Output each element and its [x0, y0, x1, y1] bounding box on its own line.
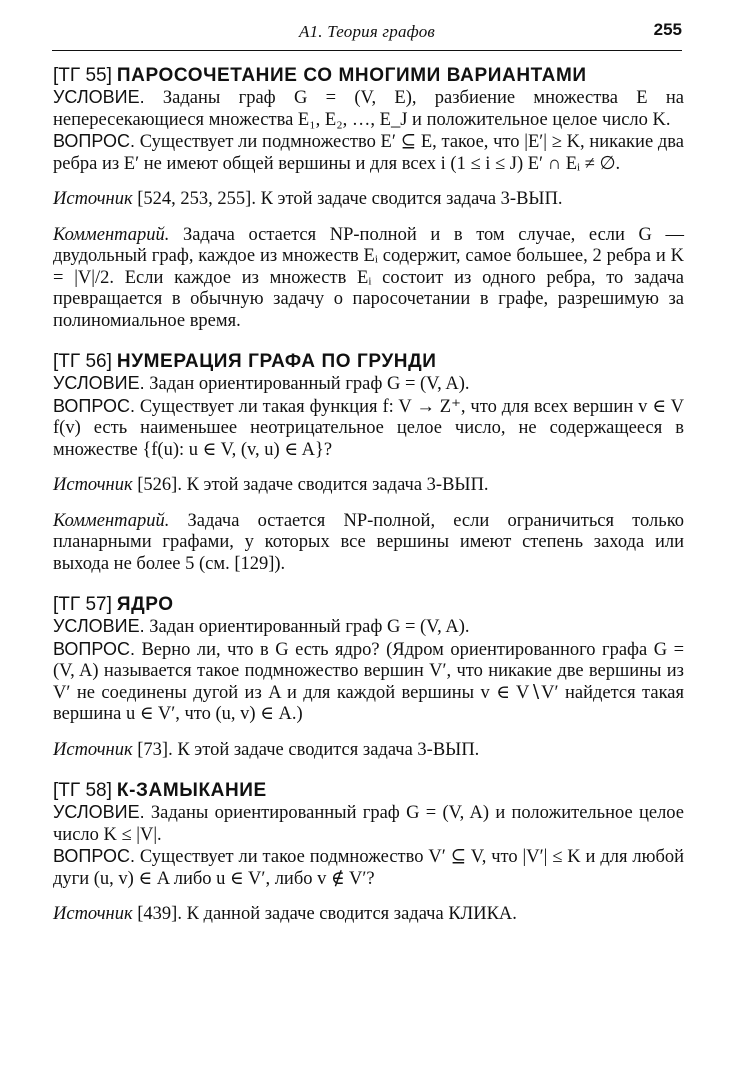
condition-paragraph: [53, 802, 684, 846]
source-label: Источник: [53, 475, 133, 495]
question-label: ВОПРОС.: [53, 638, 135, 659]
running-title: А1. Теория графов: [299, 22, 435, 41]
comment-label: Комментарий.: [53, 224, 170, 245]
condition-label: УСЛОВИЕ.: [53, 616, 145, 636]
problem-title: НУМЕРАЦИЯ ГРАФА ПО ГРУНДИ: [116, 351, 437, 372]
source-text: [439]. К данной задаче сводится задача КЛИКА.: [137, 904, 517, 924]
page-content: [53, 64, 684, 926]
problem-entry-58: [53, 779, 684, 926]
comment-label: Комментарий.: [53, 510, 170, 531]
condition-text: Задан ориентированный граф G = (V, A).: [149, 617, 470, 637]
problem-code: [ТГ 55]: [53, 65, 112, 86]
question-text: Существует ли такое подмножество V′ ⊆ V, что |V′| ≤ K и для любой дуги (u, v) ∈ A либо u ∈ V′, либо v ∉ V′?: [53, 847, 685, 889]
source-paragraph: [53, 189, 684, 211]
comment-paragraph: [53, 225, 684, 333]
question-paragraph: [53, 846, 684, 890]
problem-code: [ТГ 58]: [53, 780, 112, 801]
question-text: Существует ли подмножество E′ ⊆ E, такое, что |E′| ≥ K, никакие два ребра из E′ не имеют общей вершины и для всех i (1 ≤ i ≤ J) E′ ∩ Eᵢ ≠ ∅.: [53, 132, 684, 174]
problem-entry-56: [53, 350, 684, 575]
source-paragraph: [53, 904, 684, 926]
condition-paragraph: [53, 616, 684, 639]
question-label: ВОПРОС.: [53, 395, 135, 416]
condition-text: Заданы граф G = (V, E), разбиение множества E на непересекающиеся множества E₁, E₂, …, E_J и положительное целое число K.: [53, 88, 684, 130]
source-paragraph: [53, 740, 684, 762]
condition-label: УСЛОВИЕ.: [53, 373, 145, 393]
problem-title: ПАРОСОЧЕТАНИЕ СО МНОГИМИ ВАРИАНТАМИ: [116, 65, 587, 86]
condition-label: УСЛОВИЕ.: [53, 802, 145, 822]
condition-paragraph: [53, 87, 684, 131]
problem-code: [ТГ 56]: [53, 351, 112, 372]
comment-paragraph: [53, 511, 684, 576]
source-text: [524, 253, 255]. К этой задаче сводится задача 3-ВЫП.: [137, 189, 563, 209]
question-paragraph: [53, 131, 684, 175]
source-label: Источник: [53, 189, 133, 209]
source-text: [526]. К этой задаче сводится задача 3-ВЫП.: [137, 475, 489, 495]
question-paragraph: [53, 396, 684, 462]
problem-entry-57: [53, 593, 684, 761]
problem-heading: [53, 350, 684, 373]
problem-entry-55: [53, 64, 684, 332]
problem-heading: [53, 593, 684, 616]
source-label: Источник: [53, 739, 133, 760]
question-text: Верно ли, что в G есть ядро? (Ядром ориентированного графа G = (V, A) называется такое подмножество вершин V′, что никакие две вершины из V′ не соединены дугой из A и для каждой вершины v ∈ V∖V′ найдется такая вершина u ∈ V′, что (u, v) ∈ A.): [53, 639, 685, 724]
problem-title: ЯДРО: [116, 594, 174, 615]
condition-label: УСЛОВИЕ.: [53, 87, 145, 107]
question-paragraph: [53, 639, 684, 726]
question-text: Существует ли такая функция f: V → Z⁺, что для всех вершин v ∈ V f(v) есть наименьшее неотрицательное целое число, не содержащееся в множестве {f(u): u ∈ V, (v, u) ∈ A}?: [53, 396, 685, 460]
comment-text: Задача остается NP-полной и в том случае, если G — двудольный граф, каждое из множеств Eᵢ содержит, самое большее, 2 ребра и K = |V|/2. Если каждое из множеств Eᵢ состоит из одного ребра, то задача превращается в обычную задачу о паросочетании в графе, разрешимую за полиномиальное время.: [53, 224, 684, 331]
condition-text: Задан ориентированный граф G = (V, A).: [149, 374, 470, 394]
question-label: ВОПРОС.: [53, 131, 135, 151]
running-header: [52, 18, 682, 51]
problem-title: К-ЗАМЫКАНИЕ: [116, 780, 267, 801]
problem-heading: [53, 64, 684, 87]
condition-text: Заданы ориентированный граф G = (V, A) и положительное целое число K ≤ |V|.: [53, 803, 684, 845]
source-label: Источник: [53, 904, 133, 924]
page-number: 255: [653, 20, 682, 39]
comment-text: Задача остается NP-полной, если ограничиться только планарными графами, у которых все вершины имеют степень захода или выхода не более 5 (см. [129]).: [53, 510, 684, 574]
problem-code: [ТГ 57]: [53, 594, 112, 615]
source-text: [73]. К этой задаче сводится задача 3-ВЫП.: [137, 739, 480, 760]
condition-paragraph: [53, 373, 684, 396]
source-paragraph: [53, 475, 684, 497]
question-label: ВОПРОС.: [53, 846, 135, 866]
problem-heading: [53, 779, 684, 802]
